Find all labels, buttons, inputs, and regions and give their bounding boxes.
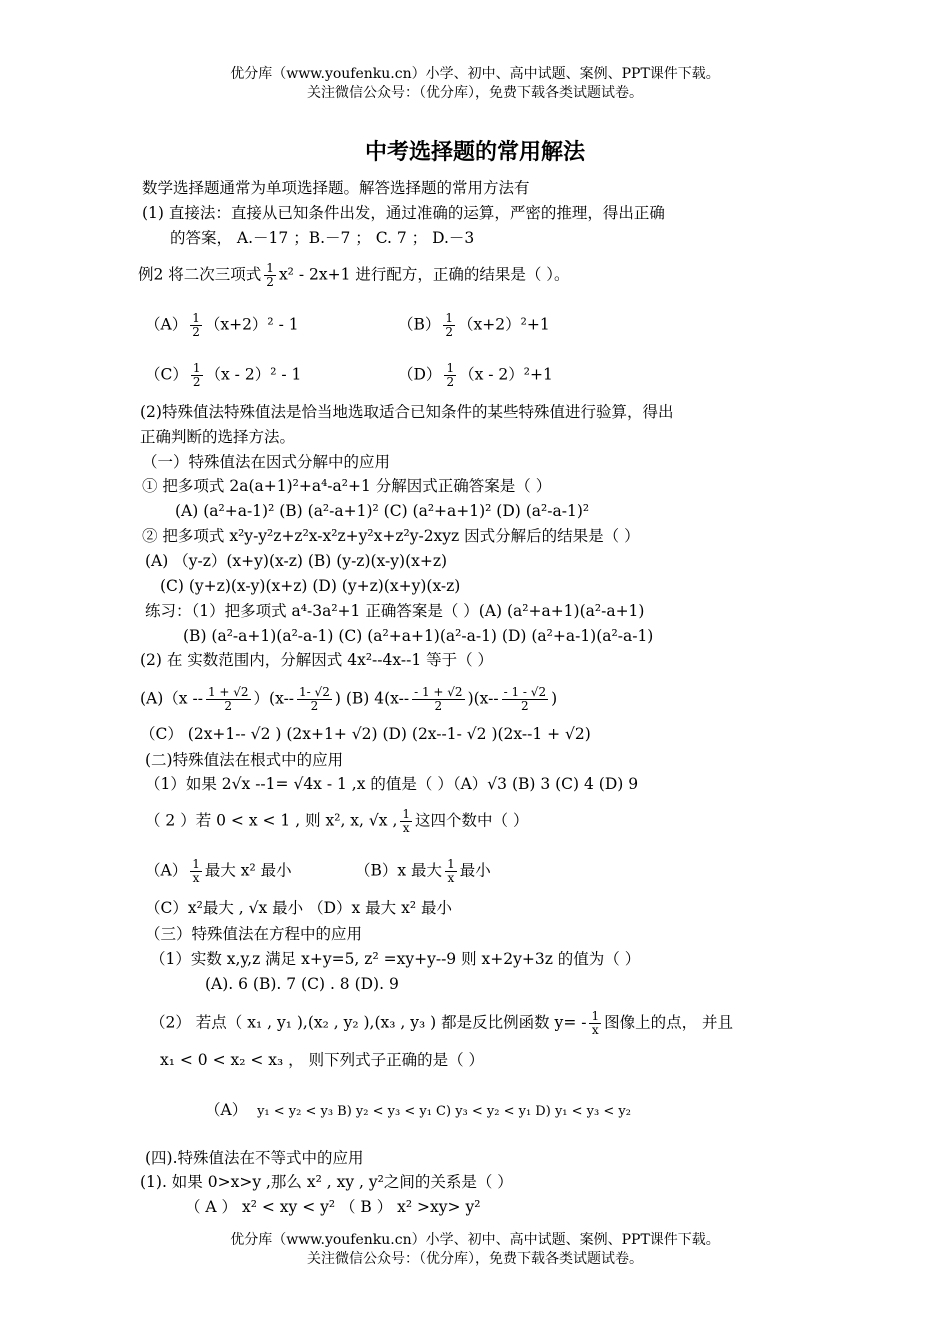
option-c: （C） $\frac{1}{2}$ （x - 2）² - 1 [145,361,302,389]
s4-q1-options: （ A ） x² < xy < y² （ B ） x² >xy> y² [185,1198,481,1216]
s2-q1: （1）如果 2√x --1= √4x - 1 ,x 的值是（ ）（A）√3 (B) 3 (C) 4 (D) 9 [145,775,639,793]
footer-line-2: 关注微信公众号：（优分库），免费下载各类试题试卷。 [307,1251,643,1267]
method1-line2: 的答案， A.－17 ；B.－7 ； C. 7 ； D.－3 [170,229,475,247]
method2-line1: (2)特殊值法特殊值法是恰当地选取适合已知条件的某些特殊值进行验算，得出 [140,403,674,421]
intro-text: 数学选择题通常为单项选择题。解答选择题的常用方法有 [142,179,530,197]
footer-line-1: 优分库（www.youfenku.cn）小学、初中、高中试题、案例、PPT课件下载。 [230,1232,720,1248]
practice2: (2) 在 实数范围内，分解因式 4x²--4x--1 等于（ ） [140,651,494,669]
s1-q1-options: (A) (a²+a-1)² (B) (a²-a+1)² (C) (a²+a+1)² (D) (a²-a-1)² [175,502,590,520]
s2-q2-option-b: （B）x 最大 $\frac{1}{x}$ 最小 [355,857,491,885]
example2-pre: 例2 将二次三项式 [138,265,262,284]
s1-q2-options-a: (A) （y-z）(x+y)(x-z) (B) (y-z)(x-y)(x+z) [145,552,448,570]
section1-heading: （一）特殊值法在因式分解中的应用 [142,453,391,471]
s3-q2-options: （A） y₁ < y₂ < y₃ B) y₂ < y₃ < y₁ C) y₃ < y₂ < y₁ D) y₁ < y₃ < y₂ [205,1101,631,1119]
option-b: （B） $\frac{1}{2}$ （x+2）²+1 [398,311,550,339]
practice1-options: (B) (a²-a+1)(a²-a-1) (C) (a²+a+1)(a²-a-1) (D) (a²+a-1)(a²-a-1) [183,627,654,645]
s1-q2: ② 把多项式 x²y-y²z+z²x-x²z+y²x+z²y-2xyz 因式分解后的结果是（ ） [142,527,640,545]
practice1: 练习：（1）把多项式 a⁴-3a²+1 正确答案是（ ）(A) (a²+a+1)(a²-a+1) [145,602,645,620]
method2-line2: 正确判断的选择方法。 [140,428,296,446]
section2-heading: (二)特殊值法在根式中的应用 [145,751,344,769]
example2-post: x² - 2x+1 进行配方，正确的结果是（ ）。 [278,265,570,284]
header-line-1: 优分库（www.youfenku.cn）小学、初中、高中试题、案例、PPT课件下载。 [230,66,720,82]
s2-q2-option-a: （A） $\frac{1}{x}$ 最大 x² 最小 [145,857,292,885]
fraction: $\frac{1}{2}$ [266,261,274,289]
practice2-options-cd: （C） (2x+1-- √2 ) (2x+1+ √2) (D) (2x--1- √2 )(2x--1 + √2) [140,725,591,743]
practice2-options-ab: (A)（x -- $\frac{1 + √2}{2}$ ）(x-- $\frac{1- √2}{2}$ ) (B) 4(x-- $\frac{- 1 + √2}{2}$ )(x-- $\frac{- 1 - √2}{2}$ ) [140,685,558,713]
section3-heading: （三）特殊值法在方程中的应用 [145,925,363,943]
s3-q1: （1）实数 x,y,z 满足 x+y=5, z² =xy+y--9 则 x+2y+3z 的值为（ ） [150,950,641,968]
s2-q2-options-cd: （C）x²最大 , √x 最小 （D）x 最大 x² 最小 [145,899,452,917]
s1-q1: ① 把多项式 2a(a+1)²+a⁴-a²+1 分解因式正确答案是（ ） [142,477,552,495]
option-a: （A） $\frac{1}{2}$ （x+2）² - 1 [145,311,299,339]
example2-question [138,262,570,289]
s4-q1: (1). 如果 0>x>y ,那么 x² , xy , y²之间的关系是（ ） [140,1173,513,1191]
page-title: 中考选择题的常用解法 [364,140,585,165]
s2-q2: （ 2 ）若 0 < x < 1 , 则 x², x, √x , $\frac{1}{x}$ 这四个数中（ ） [145,807,529,835]
s1-q2-options-c: (C) (y+z)(x-y)(x+z) (D) (y+z)(x+y)(x-z) [160,577,461,595]
s3-q2: （2） 若点（ x₁ , y₁ ),(x₂ , y₂ ),(x₃ , y₃ ) 都是反比例函数 y= - $\frac{1}{x}$ 图像上的点， 并且 [150,1009,734,1037]
header-line-2: 关注微信公众号：（优分库），免费下载各类试题试卷。 [307,85,643,101]
s3-q2-condition: x₁ < 0 < x₂ < x₃ ， 则下列式子正确的是（ ） [160,1051,485,1069]
method1-line1: (1) 直接法：直接从已知条件出发，通过准确的运算，严密的推理，得出正确 [142,204,665,222]
section4-heading: (四).特殊值法在不等式中的应用 [145,1149,364,1167]
s3-q1-options: (A). 6 (B). 7 (C) . 8 (D). 9 [205,975,399,993]
option-d: （D） $\frac{1}{2}$ （x - 2）²+1 [398,361,553,389]
